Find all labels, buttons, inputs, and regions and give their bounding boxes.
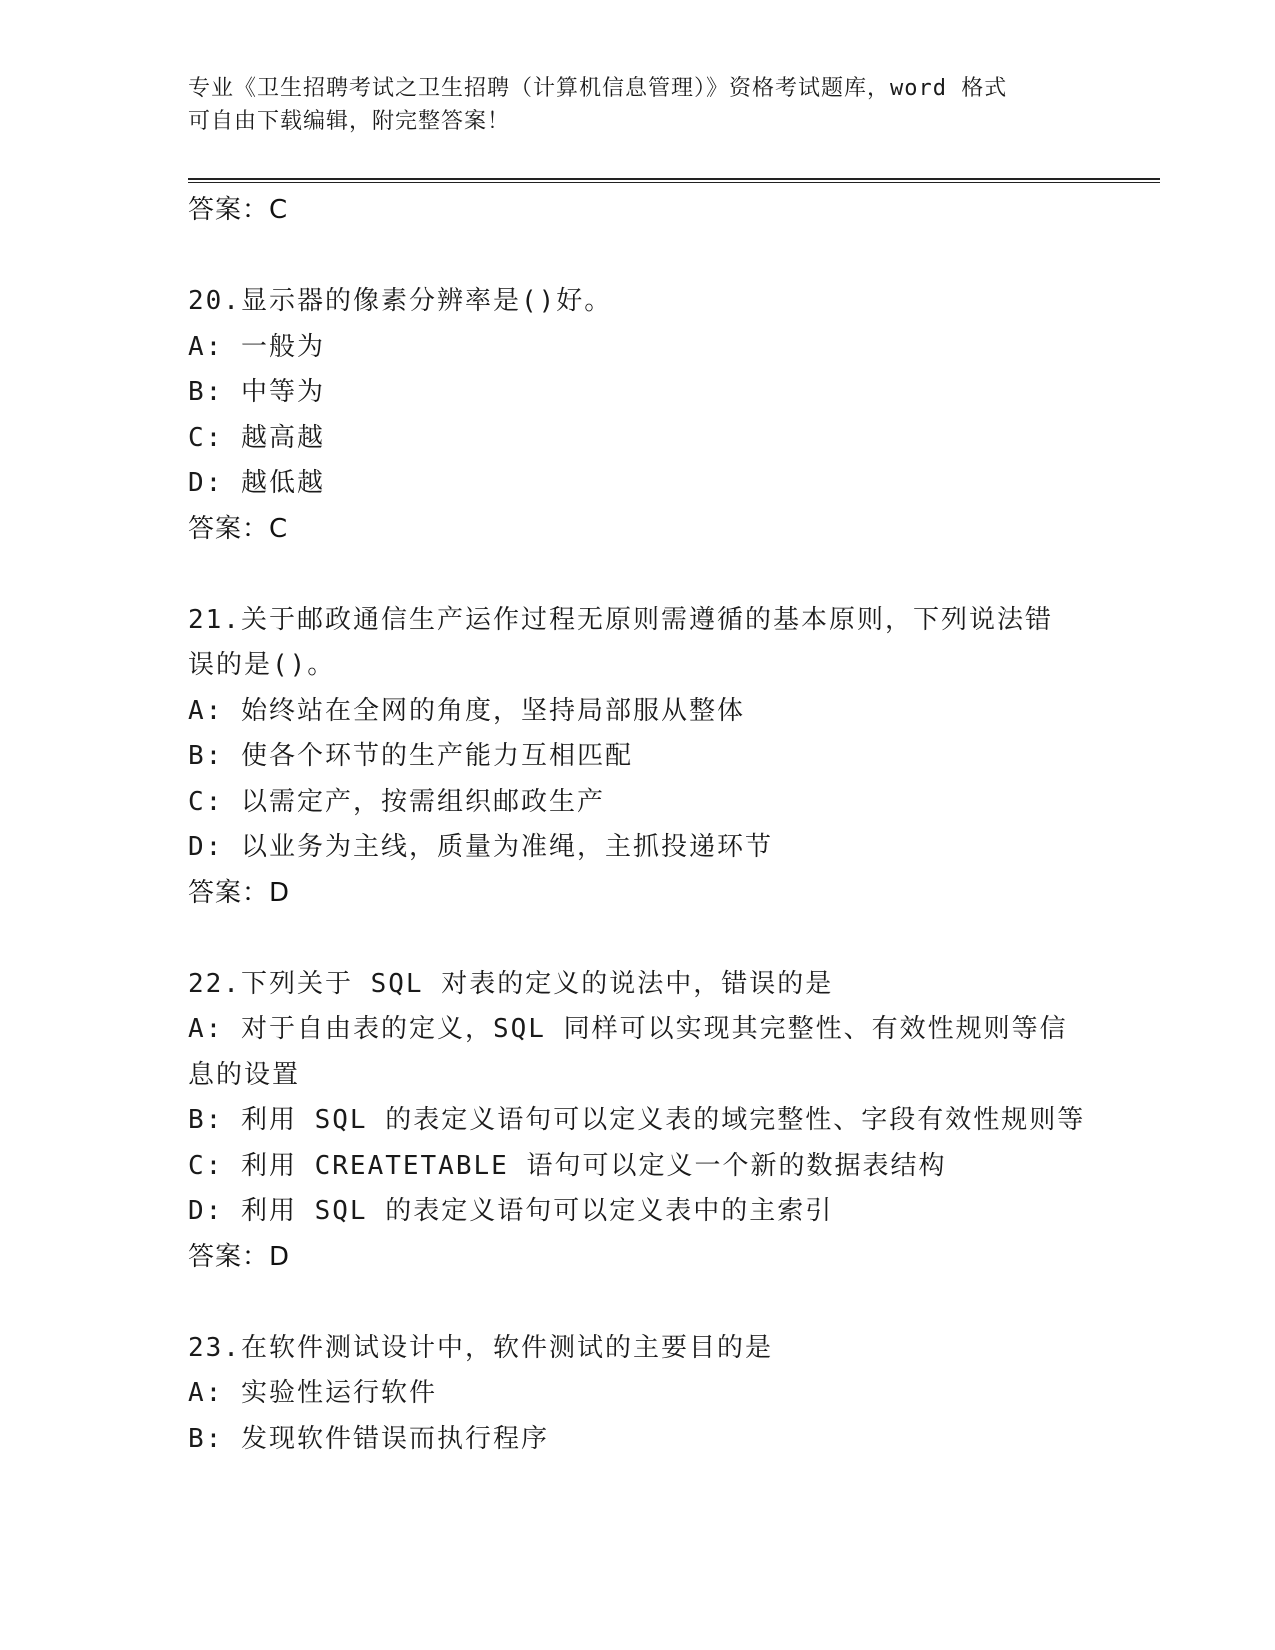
question-21-option-d: D: 以业务为主线，质量为准绳，主抓投递环节 [188, 832, 773, 862]
question-22-option-d: D: 利用 SQL 的表定义语句可以定义表中的主索引 [188, 1196, 834, 1226]
question-21-option-c: C: 以需定产，按需组织邮政生产 [188, 786, 605, 817]
header-line-2: 可自由下载编辑，附完整答案！ [188, 109, 511, 134]
question-22-answer: 答案：D [188, 1241, 291, 1272]
answer-previous: 答案：C [188, 195, 289, 225]
question-20-option-a: A: 一般为 [188, 331, 325, 362]
question-22-option-c: C: 利用 CREATETABLE 语句可以定义一个新的数据表结构 [188, 1150, 947, 1181]
question-21-option-a: A: 始终站在全网的角度，坚持局部服从整体 [188, 695, 745, 726]
question-21-option-b: B: 使各个环节的生产能力互相匹配 [188, 741, 633, 771]
question-23 [188, 1326, 1088, 1463]
question-22-option-a-line-2: 息的设置 [188, 1059, 301, 1090]
question-20-text: 20.显示器的像素分辨率是()好。 [188, 286, 613, 316]
question-20-answer: 答案：C [188, 513, 289, 544]
header-divider [188, 178, 1160, 183]
question-23-option-a: A: 实验性运行软件 [188, 1378, 437, 1408]
question-22 [188, 962, 1088, 1280]
question-20-option-b: B: 中等为 [188, 377, 325, 407]
header-line-1: 专业《卫生招聘考试之卫生招聘（计算机信息管理）》资格考试题库，word 格式 [188, 76, 1008, 101]
question-23-option-b: B: 发现软件错误而执行程序 [188, 1423, 549, 1454]
question-21 [188, 598, 1088, 916]
question-21-text-line-1: 21.关于邮政通信生产运作过程无原则需遵循的基本原则，下列说法错 [188, 604, 1053, 635]
question-22-text: 22.下列关于 SQL 对表的定义的说法中，错误的是 [188, 968, 834, 999]
question-21-answer: 答案：D [188, 877, 291, 908]
question-list [188, 188, 1088, 1462]
question-20-option-c: C: 越高越 [188, 422, 325, 453]
question-22-option-a-line-1: A: 对于自由表的定义，SQL 同样可以实现其完整性、有效性规则等信 [188, 1014, 1068, 1044]
question-20-option-d: D: 越低越 [188, 468, 325, 498]
question-23-text: 23.在软件测试设计中，软件测试的主要目的是 [188, 1332, 773, 1363]
question-22-option-b: B: 利用 SQL 的表定义语句可以定义表的域完整性、字段有效性规则等 [188, 1105, 1086, 1135]
document-header [188, 72, 1088, 138]
question-20 [188, 279, 1088, 552]
question-21-text-line-2: 误的是()。 [188, 650, 336, 680]
